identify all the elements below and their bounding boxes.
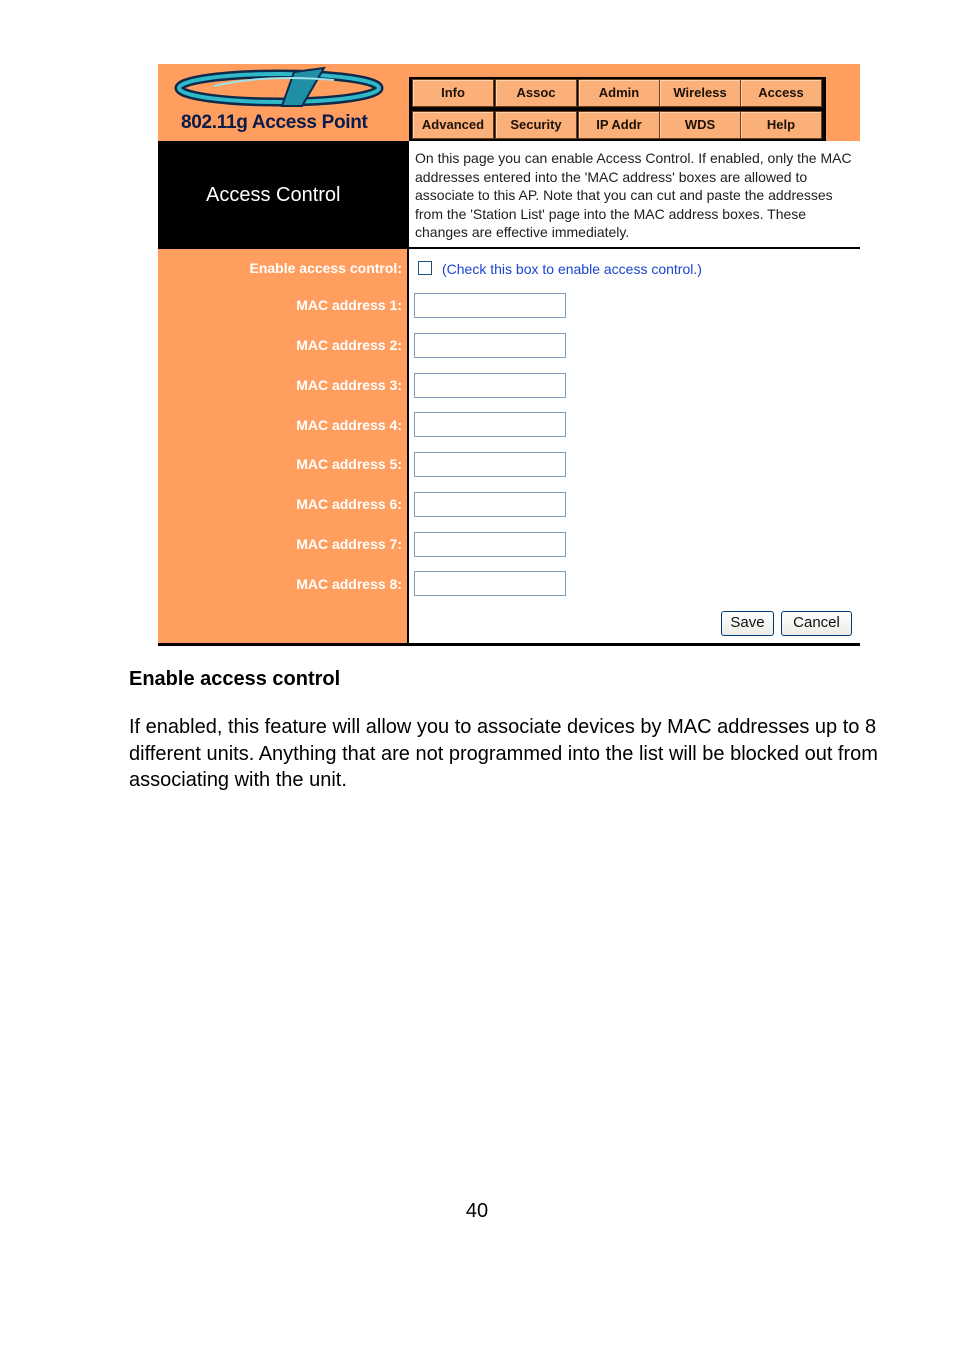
mac-address-1-input[interactable]	[414, 293, 566, 318]
mac-address-7-input[interactable]	[414, 532, 566, 557]
save-button[interactable]: Save	[721, 611, 774, 636]
section-heading: Enable access control	[129, 668, 341, 690]
mac-address-2-label: MAC address 2:	[296, 337, 402, 353]
mac-address-8-label: MAC address 8:	[296, 576, 402, 592]
mac-address-5-label: MAC address 5:	[296, 456, 402, 472]
enable-access-control-hint: (Check this box to enable access control.)	[442, 261, 702, 277]
tab-wireless[interactable]: Wireless	[659, 79, 741, 107]
page-title-panel	[158, 141, 407, 249]
page-description: On this page you can enable Access Control. If enabled, only the MAC addresses entered into the 'MAC address' boxes are allowed to associate to this AP. Note that you can cut and paste the addresses from the 'Station List' page into the MAC address boxes. These changes are effective immediately.	[415, 150, 852, 241]
header-banner	[158, 64, 860, 141]
tab-info[interactable]: Info	[412, 79, 494, 107]
tab-ip-addr[interactable]: IP Addr	[578, 111, 660, 139]
page-number: 40	[465, 1200, 489, 1222]
tab-access[interactable]: Access	[740, 79, 822, 107]
mac-address-4-label: MAC address 4:	[296, 417, 402, 433]
logo-swoosh-icon	[174, 66, 394, 114]
bottom-divider	[158, 643, 860, 646]
mac-address-6-input[interactable]	[414, 492, 566, 517]
product-name: 802.11g Access Point	[181, 112, 368, 133]
page-title: Access Control	[206, 184, 341, 206]
tab-help[interactable]: Help	[740, 111, 822, 139]
section-body: If enabled, this feature will allow you to associate devices by MAC addresses up to 8 different units. Anything that are not programmed into the list will be blocked out from associating with the unit.	[129, 716, 878, 792]
mac-address-2-input[interactable]	[414, 333, 566, 358]
mac-address-6-label: MAC address 6:	[296, 496, 402, 512]
cancel-button[interactable]: Cancel	[781, 611, 852, 636]
mac-address-7-label: MAC address 7:	[296, 536, 402, 552]
mac-address-5-input[interactable]	[414, 452, 566, 477]
enable-access-control-checkbox[interactable]	[418, 261, 432, 275]
mac-address-4-input[interactable]	[414, 412, 566, 437]
brand-logo	[168, 64, 408, 141]
tab-assoc[interactable]: Assoc	[495, 79, 577, 107]
mac-address-1-label: MAC address 1:	[296, 297, 402, 313]
mac-address-3-label: MAC address 3:	[296, 377, 402, 393]
tab-security[interactable]: Security	[495, 111, 577, 139]
description-panel	[407, 141, 862, 247]
mac-address-3-input[interactable]	[414, 373, 566, 398]
router-admin-screenshot	[158, 64, 860, 646]
tab-admin[interactable]: Admin	[578, 79, 660, 107]
tab-advanced[interactable]: Advanced	[412, 111, 494, 139]
tab-wds[interactable]: WDS	[659, 111, 741, 139]
mac-address-8-input[interactable]	[414, 571, 566, 596]
enable-access-control-label: Enable access control:	[249, 260, 402, 276]
